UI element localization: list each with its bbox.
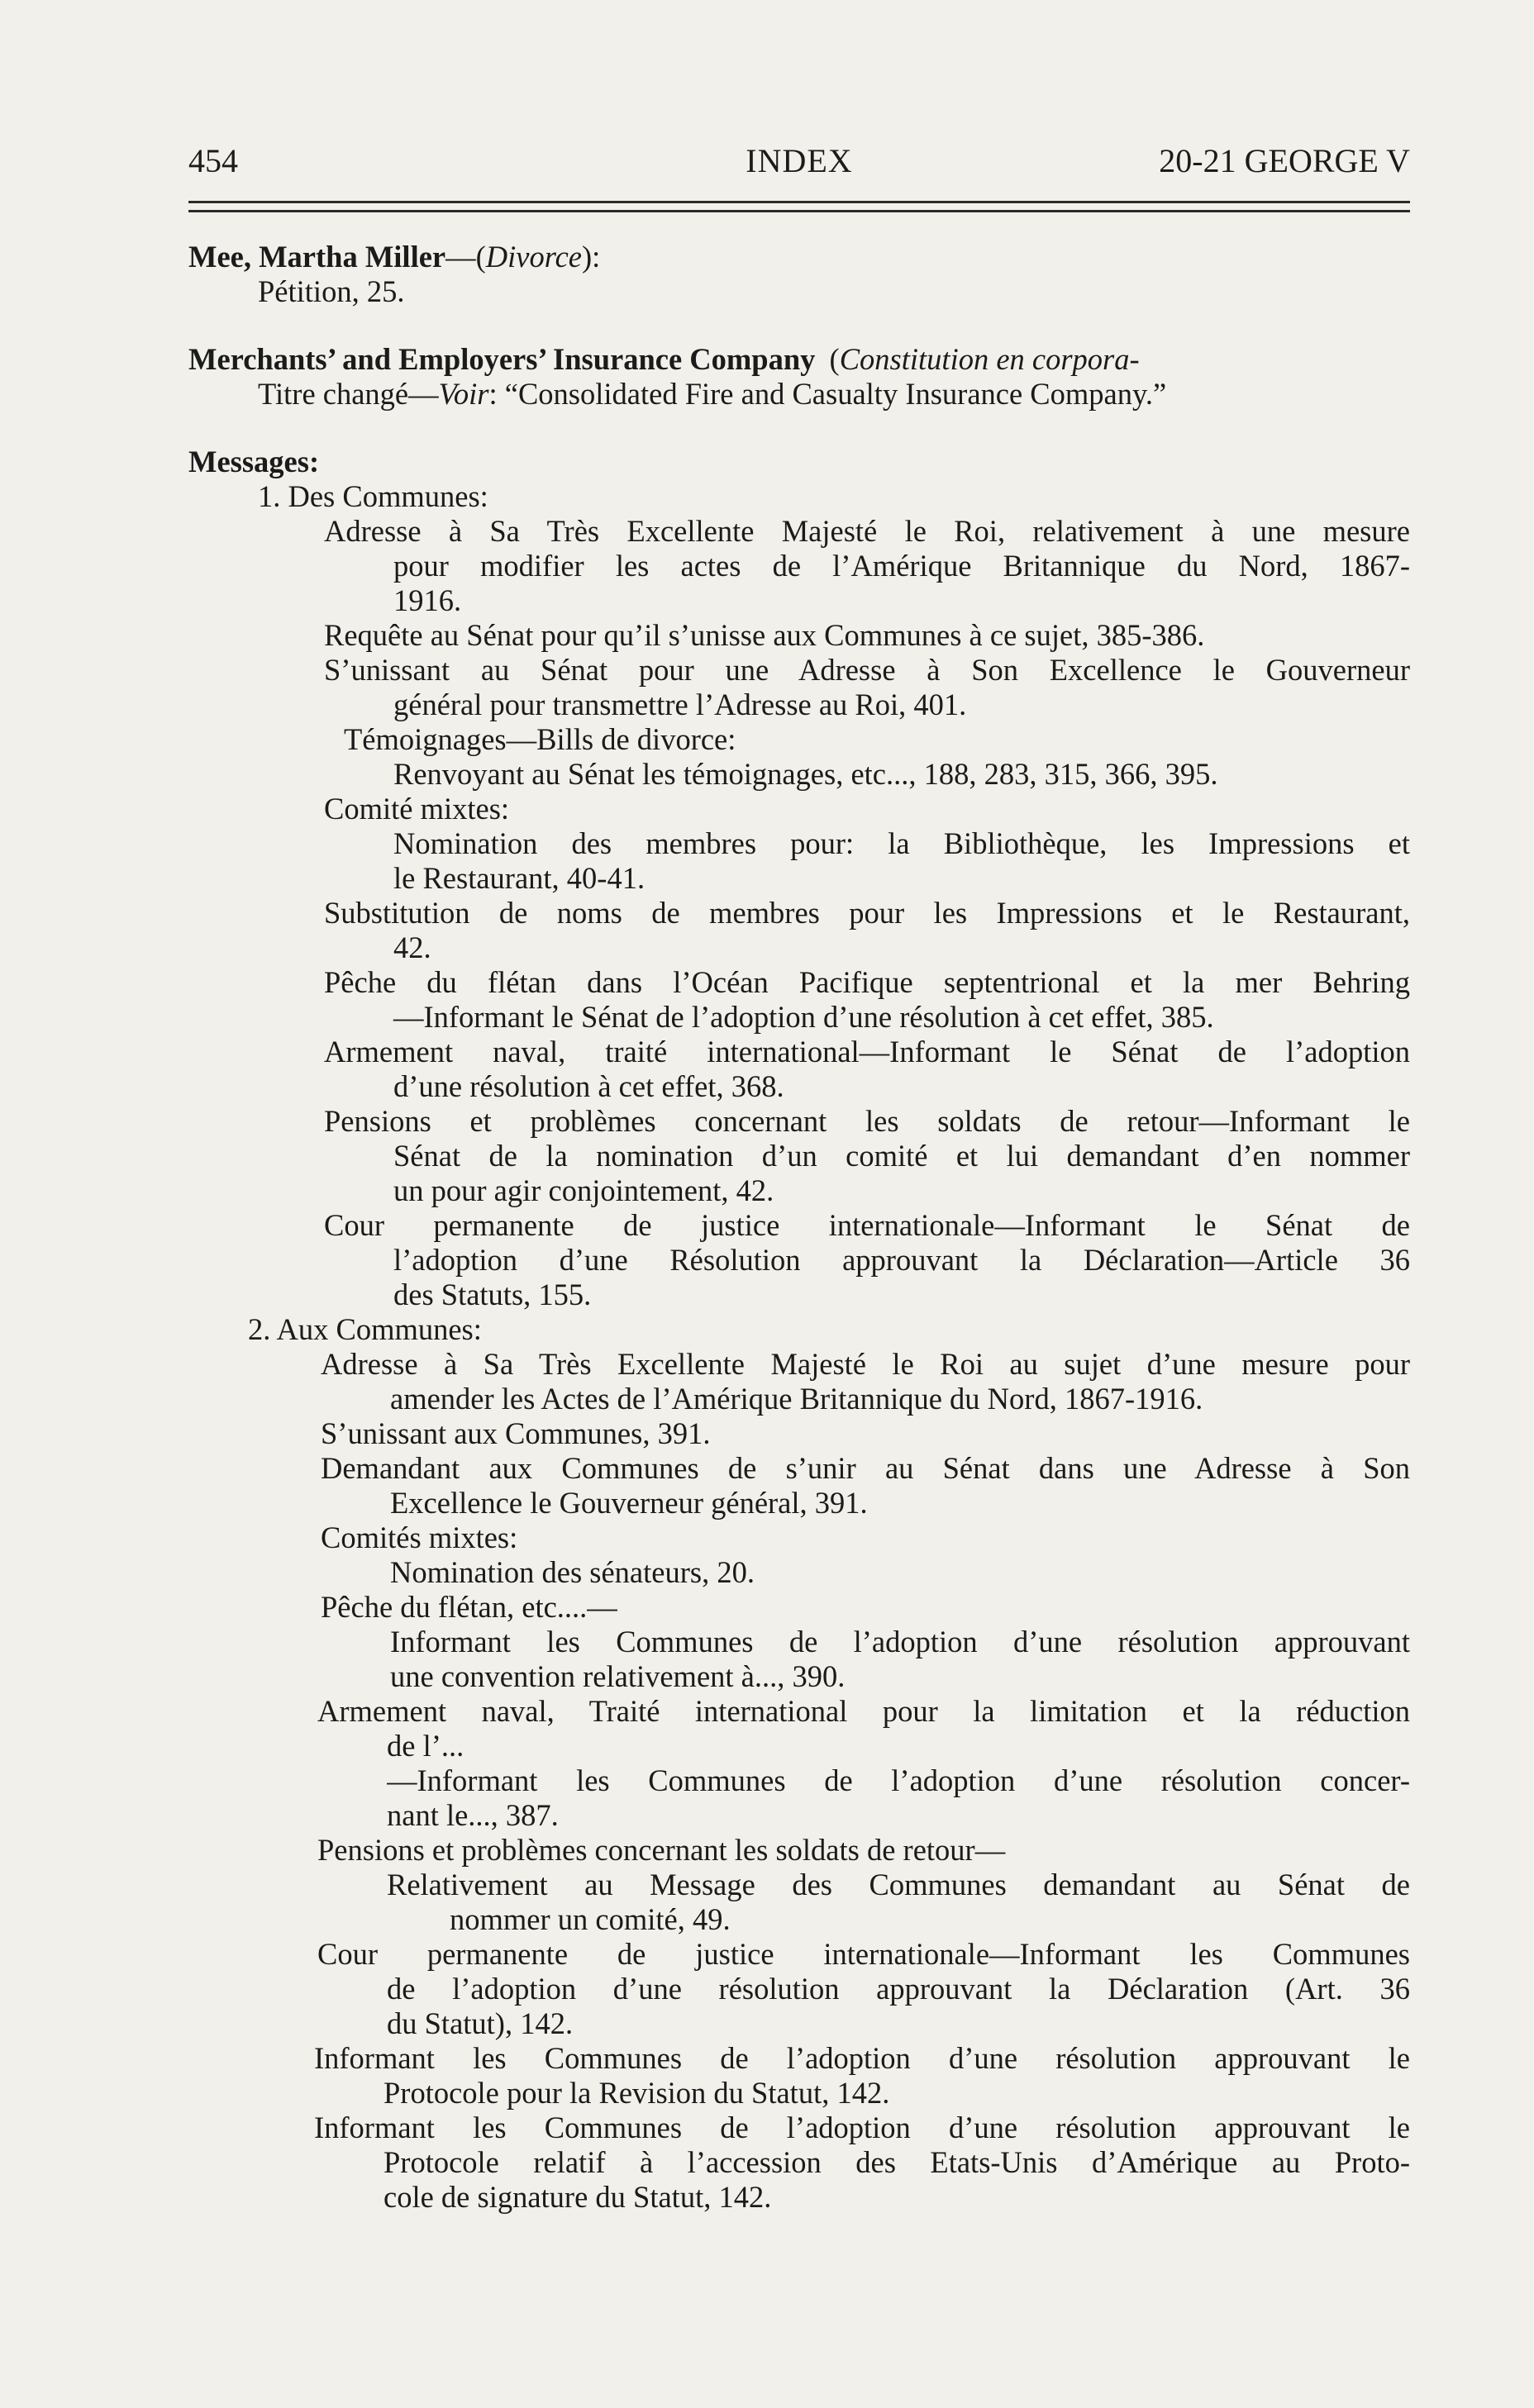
entry-merchants-heading: Merchants’ and Employers’ Insurance Company (Constitution en corpora- [188, 342, 1140, 376]
header-rule-bottom [188, 210, 1410, 212]
s1-cour-line-3: des Statuts, 155. [393, 1278, 592, 1311]
s1-pensions-line-2: Sénat de la nomination d’un comité et lui demandant d’en nommer [393, 1139, 1410, 1173]
s2-demandant-line-1: Demandant aux Communes de s’unir au Sénat dans une Adresse à Son [321, 1451, 1410, 1485]
s2-armement-inf-line-1: —Informant les Communes de l’adoption d’une résolution concer- [387, 1763, 1410, 1797]
s1-adresse-line-3: 1916. [393, 583, 462, 617]
s1-temoignages: Témoignages—Bills de divorce: [344, 722, 736, 756]
s2-armement-inf-line-2: nant le..., 387. [387, 1798, 559, 1832]
entry-messages-heading: Messages: [188, 445, 320, 478]
s1-renvoyant: Renvoyant au Sénat les témoignages, etc..., 188, 283, 315, 366, 395. [393, 757, 1218, 791]
s1-pensions-line-3: un pour agir conjointement, 42. [393, 1173, 774, 1207]
entry-mee-petition: Pétition, 25. [258, 274, 405, 308]
s1-adresse-line-2: pour modifier les actes de l’Amérique Britannique du Nord, 1867- [393, 549, 1410, 583]
entry-mee-heading: Mee, Martha Miller—(Divorce): [188, 240, 601, 274]
entry-name: Mee, Martha Miller [188, 240, 446, 274]
s2-armement-line-1: Armement naval, Traité international pour la limitation et la réduction [317, 1694, 1410, 1728]
s1-comite: Comité mixtes: [324, 792, 510, 826]
section-2-label: 2. Aux Communes: [248, 1312, 482, 1346]
s2-sunissant: S’unissant aux Communes, 391. [321, 1416, 711, 1450]
s1-substitution-line-2: 42. [393, 930, 431, 964]
s2-pensions: Pensions et problèmes concernant les soldats de retour— [317, 1833, 1006, 1867]
entry-merchants-title: Titre changé—Voir: “Consolidated Fire and Casualty Insurance Company.” [258, 377, 1167, 411]
s2-protocole-accession-line-3: cole de signature du Statut, 142. [384, 2180, 772, 2214]
s1-peche-line-2: —Informant le Sénat de l’adoption d’une résolution à cet effet, 385. [393, 1000, 1214, 1034]
s2-armement-line-2: de l’... [387, 1729, 464, 1763]
s1-adresse-line-1: Adresse à Sa Très Excellente Majesté le Roi, relativement à une mesure [324, 514, 1410, 548]
s1-armement-line-2: d’une résolution à cet effet, 368. [393, 1069, 784, 1103]
s2-nomination: Nomination des sénateurs, 20. [390, 1555, 755, 1589]
s2-pensions-rel-line-1: Relativement au Message des Communes demandant au Sénat de [387, 1868, 1410, 1901]
s2-peche: Pêche du flétan, etc....— [321, 1590, 617, 1624]
s1-requete: Requête au Sénat pour qu’il s’unisse aux Communes à ce sujet, 385-386. [324, 618, 1205, 652]
s2-protocole-revision-line-2: Protocole pour la Revision du Statut, 142. [384, 2076, 890, 2110]
s2-pensions-rel-line-2: nommer un comité, 49. [450, 1902, 731, 1936]
s1-peche-line-1: Pêche du flétan dans l’Océan Pacifique septentrional et la mer Behring [324, 965, 1410, 999]
page-number: 454 [188, 142, 238, 179]
running-title: INDEX [746, 142, 853, 179]
s2-protocole-revision-line-1: Informant les Communes de l’adoption d’une résolution approuvant le [314, 2041, 1410, 2075]
page-header [188, 136, 1410, 186]
entry-name: Merchants’ and Employers’ Insurance Company [188, 342, 816, 376]
s2-adresse-line-1: Adresse à Sa Très Excellente Majesté le Roi au sujet d’une mesure pour [321, 1347, 1410, 1381]
reign-label: 20-21 GEORGE V [1159, 142, 1410, 179]
s2-protocole-accession-line-2: Protocole relatif à l’accession des Etats-Unis d’Amérique au Proto- [384, 2145, 1410, 2179]
s2-cour-line-2: de l’adoption d’une résolution approuvant la Déclaration (Art. 36 [387, 1972, 1410, 2006]
s2-comites: Comités mixtes: [321, 1520, 518, 1554]
entry-tag: Divorce [485, 240, 582, 274]
section-1-label: 1. Des Communes: [258, 479, 488, 513]
s2-cour-line-3: du Statut), 142. [387, 2006, 574, 2040]
s1-substitution-line-1: Substitution de noms de membres pour les Impressions et le Restaurant, [324, 896, 1410, 930]
s1-nomination-line-1: Nomination des membres pour: la Bibliothèque, les Impressions et [393, 826, 1410, 860]
s2-protocole-accession-line-1: Informant les Communes de l’adoption d’une résolution approuvant le [314, 2111, 1410, 2144]
s2-cour-line-1: Cour permanente de justice internationale—Informant les Communes [317, 1937, 1410, 1971]
s2-adresse-line-2: amender les Actes de l’Amérique Britannique du Nord, 1867-1916. [390, 1382, 1203, 1416]
s2-peche-inf-line-2: une convention relativement à..., 390. [390, 1659, 846, 1693]
s1-sunissant-line-1: S’unissant au Sénat pour une Adresse à Son Excellence le Gouverneur [324, 653, 1410, 687]
s1-pensions-line-1: Pensions et problèmes concernant les soldats de retour—Informant le [324, 1104, 1410, 1138]
header-rule-top [188, 201, 1410, 203]
s2-peche-inf-line-1: Informant les Communes de l’adoption d’une résolution approuvant [390, 1625, 1410, 1658]
entry-tag: Constitution en corpora- [839, 342, 1140, 376]
s1-cour-line-1: Cour permanente de justice internationale—Informant le Sénat de [324, 1208, 1410, 1242]
s1-sunissant-line-2: général pour transmettre l’Adresse au Roi, 401. [393, 688, 967, 721]
s1-cour-line-2: l’adoption d’une Résolution approuvant la Déclaration—Article 36 [393, 1243, 1410, 1277]
s2-demandant-line-2: Excellence le Gouverneur général, 391. [390, 1486, 868, 1520]
index-body [188, 240, 1410, 2215]
s1-nomination-line-2: le Restaurant, 40-41. [393, 861, 646, 895]
s1-armement-line-1: Armement naval, traité international—Informant le Sénat de l’adoption [324, 1035, 1410, 1068]
